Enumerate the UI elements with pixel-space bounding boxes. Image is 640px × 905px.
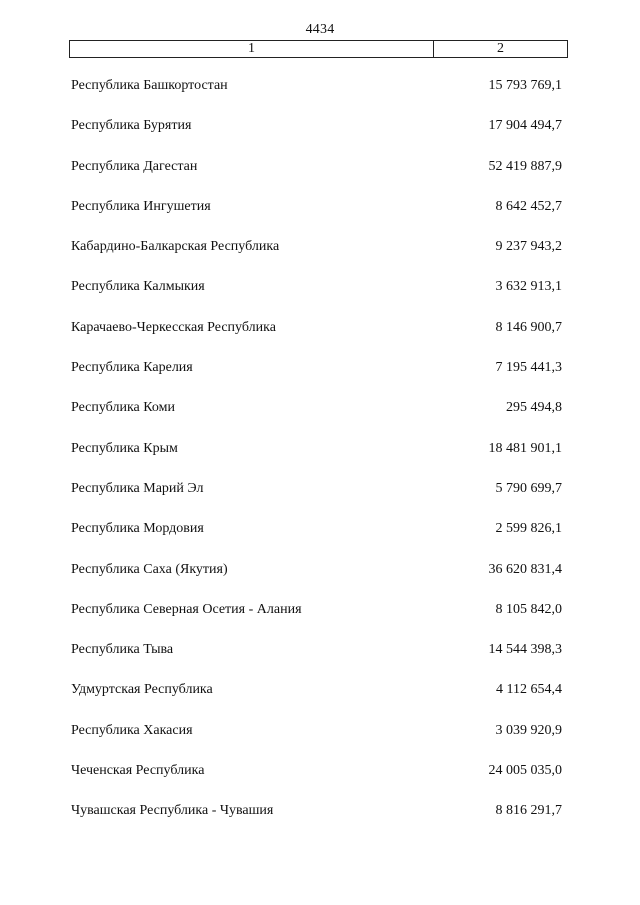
table-row	[0, 680, 640, 720]
column-header-2: 2	[497, 41, 504, 56]
region-value: 8 105 842,0	[495, 601, 562, 617]
region-name: Республика Карелия	[71, 360, 193, 376]
table-row	[0, 600, 640, 640]
region-value: 15 793 769,1	[488, 78, 562, 93]
region-name: Республика Дагестан	[71, 158, 198, 174]
region-name: Республика Калмыкия	[71, 279, 205, 295]
table-row	[0, 277, 640, 317]
table-row	[0, 519, 640, 559]
region-value: 7 195 441,3	[495, 360, 562, 376]
region-name: Республика Саха (Якутия)	[71, 561, 228, 577]
region-name: Республика Крым	[71, 440, 178, 456]
table-row	[0, 761, 640, 801]
region-value: 2 599 826,1	[495, 521, 562, 537]
region-name: Республика Мордовия	[71, 521, 204, 537]
table-row	[0, 640, 640, 680]
table-row	[0, 197, 640, 237]
page-number: 4434	[305, 22, 335, 37]
table-row	[0, 116, 640, 156]
table-row	[0, 157, 640, 197]
region-name: Республика Марий Эл	[71, 480, 204, 496]
table-row	[0, 358, 640, 398]
region-name: Республика Тыва	[71, 642, 174, 658]
region-name: Республика Ингушетия	[71, 198, 211, 214]
region-value: 24 005 035,0	[488, 763, 562, 779]
table-row	[0, 721, 640, 761]
region-value: 8 642 452,7	[495, 198, 562, 214]
region-value: 52 419 887,9	[488, 158, 562, 174]
region-name: Чувашская Республика - Чувашия	[71, 803, 274, 819]
region-value: 8 146 900,7	[495, 319, 562, 335]
region-name: Республика Башкортостан	[71, 78, 228, 93]
table-row	[0, 560, 640, 600]
region-name: Республика Северная Осетия - Алания	[71, 601, 302, 617]
region-value: 3 039 920,9	[495, 722, 562, 738]
region-name: Республика Коми	[71, 400, 175, 416]
region-name: Кабардино-Балкарская Республика	[71, 239, 280, 255]
table-header	[69, 40, 568, 58]
region-value: 4 112 654,4	[496, 682, 562, 698]
region-value: 8 816 291,7	[495, 803, 562, 819]
region-value: 17 904 494,7	[488, 118, 562, 134]
table-row	[0, 479, 640, 519]
region-name: Карачаево-Черкесская Республика	[71, 319, 276, 335]
table-row	[0, 439, 640, 479]
region-name: Республика Хакасия	[71, 722, 193, 738]
region-value: 295 494,8	[506, 400, 562, 416]
table-row	[0, 801, 640, 841]
table-row	[0, 76, 640, 116]
table-row	[0, 237, 640, 277]
table-row	[0, 398, 640, 438]
region-value: 18 481 901,1	[488, 440, 562, 456]
table-body	[0, 76, 640, 842]
region-name: Чеченская Республика	[71, 763, 205, 779]
region-value: 36 620 831,4	[488, 561, 562, 577]
region-value: 9 237 943,2	[495, 239, 562, 255]
region-value: 3 632 913,1	[495, 279, 562, 295]
region-value: 14 544 398,3	[488, 642, 562, 658]
region-name: Удмуртская Республика	[71, 682, 213, 698]
table-row	[0, 318, 640, 358]
region-value: 5 790 699,7	[495, 480, 562, 496]
column-header-1: 1	[70, 41, 434, 57]
region-name: Республика Бурятия	[71, 118, 192, 134]
